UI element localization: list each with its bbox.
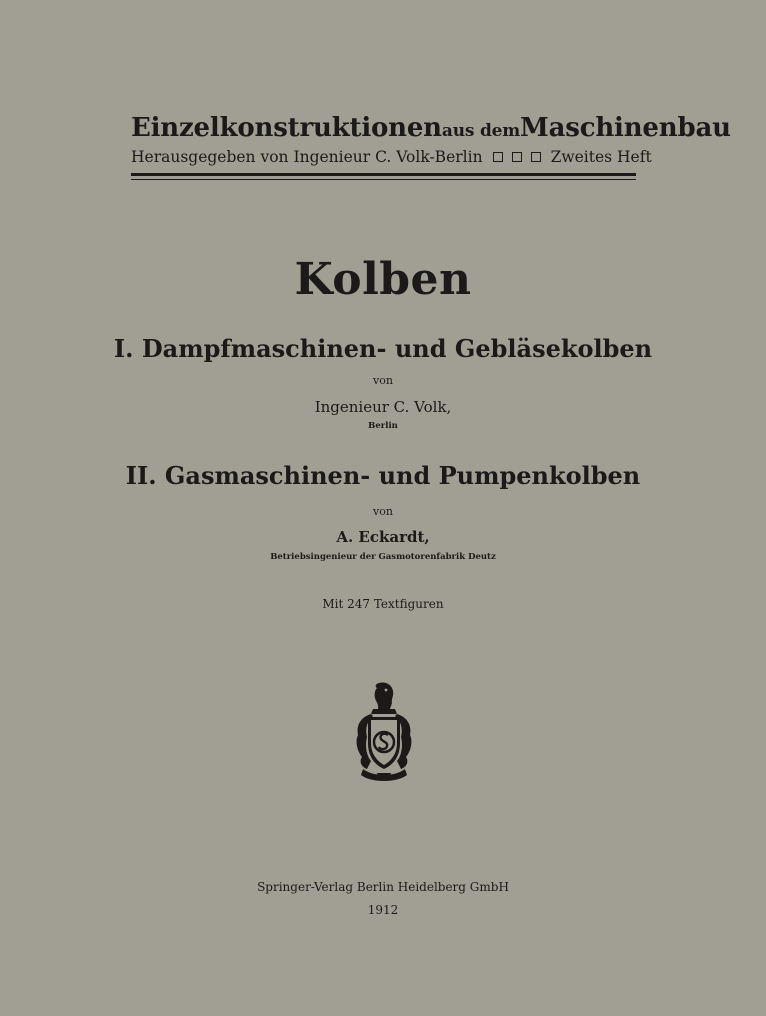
part2-author: A. Eckardt, [336, 528, 430, 546]
header-rule-thick [131, 173, 636, 176]
series-title-small: aus dem [441, 121, 521, 141]
book-title: Kolben [294, 254, 472, 305]
header-rule-thin [131, 179, 636, 180]
series-title-part2: Maschinenbau [520, 113, 731, 143]
series-editor: Herausgegeben von Ingenieur C. Volk-Berlin [131, 148, 483, 166]
series-issue: Zweites Heft [550, 148, 652, 166]
square-ornament-icon [512, 152, 522, 162]
ornament-boxes [493, 152, 541, 162]
figures-note: Mit 247 Textfiguren [322, 597, 444, 611]
part1-affiliation: Berlin [368, 421, 398, 431]
series-title [131, 113, 731, 143]
series-title-part1: Einzelkonstruktionen [131, 113, 442, 143]
year: 1912 [367, 903, 399, 917]
part1-author: Ingenieur C. Volk, [314, 398, 452, 416]
part2-by: von [373, 505, 393, 518]
publisher: Springer-Verlag Berlin Heidelberg GmbH [257, 880, 509, 894]
springer-knight-emblem-icon [353, 681, 415, 785]
part1-by: von [373, 374, 393, 387]
square-ornament-icon [531, 152, 541, 162]
series-line [131, 148, 652, 166]
part2-affiliation: Betriebsingenieur der Gasmotorenfabrik Deutz [270, 552, 496, 562]
part1-title: I. Dampfmaschinen- und Gebläsekolben [113, 334, 653, 363]
square-ornament-icon [493, 152, 503, 162]
part2-title: II. Gasmaschinen- und Pumpenkolben [125, 461, 641, 490]
